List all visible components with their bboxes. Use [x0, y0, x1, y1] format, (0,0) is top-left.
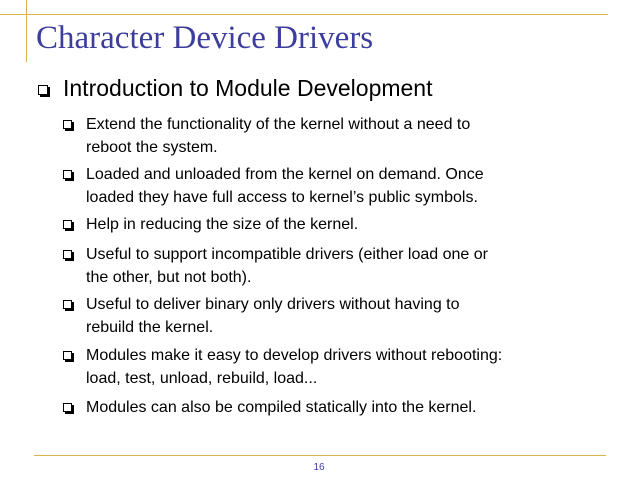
bullet-line: loaded they have full access to kernel’s public symbols.	[86, 189, 478, 206]
section-heading: Introduction to Module Development	[63, 75, 433, 101]
square-bullet-icon	[38, 85, 48, 95]
bullet-line: reboot the system.	[86, 139, 218, 156]
square-bullet-icon	[63, 120, 72, 129]
bullet-line: Extend the functionality of the kernel without a need to	[86, 116, 471, 133]
bullet-line: Modules can also be compiled statically into the kernel.	[86, 399, 477, 416]
bullet-line: the other, but not both).	[86, 269, 252, 286]
square-bullet-icon	[63, 403, 72, 412]
bullet-line: Useful to support incompatible drivers (either load one or	[86, 246, 488, 263]
bullet-line: rebuild the kernel.	[86, 319, 214, 336]
square-bullet-icon	[63, 250, 72, 259]
left-rule	[26, 0, 27, 62]
square-bullet-icon	[63, 170, 72, 179]
bottom-rule	[34, 455, 606, 456]
square-bullet-icon	[63, 351, 72, 360]
square-bullet-icon	[63, 220, 72, 229]
bullet-line: Help in reducing the size of the kernel.	[86, 216, 359, 233]
bullet-line: Loaded and unloaded from the kernel on demand. Once	[86, 166, 484, 183]
bullet-line: Modules make it easy to develop drivers without rebooting:	[86, 347, 503, 364]
slide-title: Character Device Drivers	[36, 20, 374, 56]
square-bullet-icon	[63, 300, 72, 309]
bullet-line: Useful to deliver binary only drivers without having to	[86, 296, 460, 313]
page-number: 16	[313, 462, 325, 473]
bullet-line: load, test, unload, rebuild, load...	[86, 370, 318, 387]
top-rule	[0, 14, 608, 15]
